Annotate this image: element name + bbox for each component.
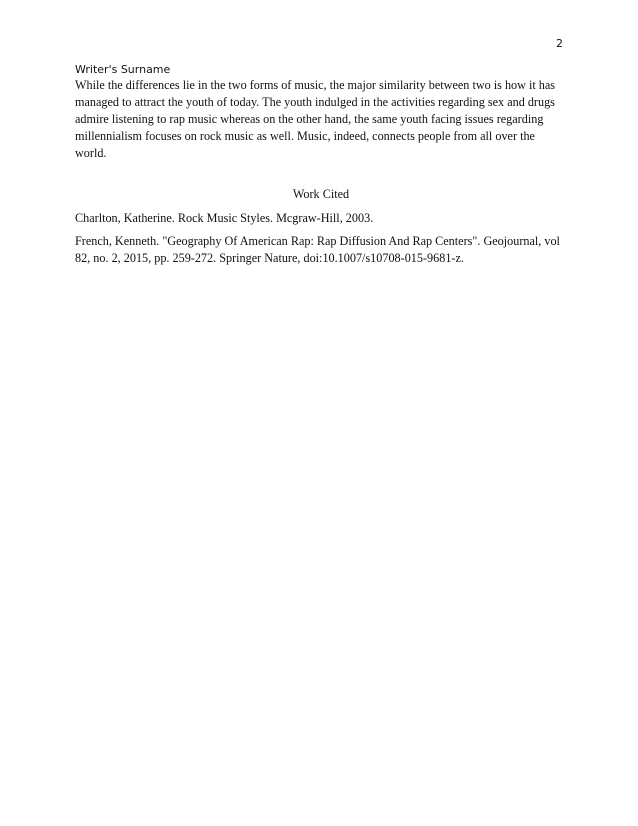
citation-list bbox=[75, 210, 567, 273]
citation-entry: Charlton, Katherine. Rock Music Styles. Mcgraw-Hill, 2003. bbox=[75, 211, 374, 225]
citation-entry: French, Kenneth. "Geography Of American Rap: Rap Diffusion And Rap Centers". Geojournal, vol 82, no. 2, 2015, pp. 259-272. Springer Nature, doi:10.1007/s10708-015-9681-z. bbox=[75, 234, 560, 265]
page-number: 2 bbox=[556, 37, 563, 50]
running-header-surname: Writer's Surname bbox=[75, 63, 171, 76]
body-paragraph: While the differences lie in the two forms of music, the major similarity between two is how it has managed to attract the youth of today. The youth indulged in the activities regarding sex and drugs admire listening to rap music whereas on the other hand, the same youth facing issues regarding millennialism focuses on rock music as well. Music, indeed, connects people from all over the world. bbox=[75, 78, 556, 160]
works-cited-heading: Work Cited bbox=[292, 187, 350, 201]
